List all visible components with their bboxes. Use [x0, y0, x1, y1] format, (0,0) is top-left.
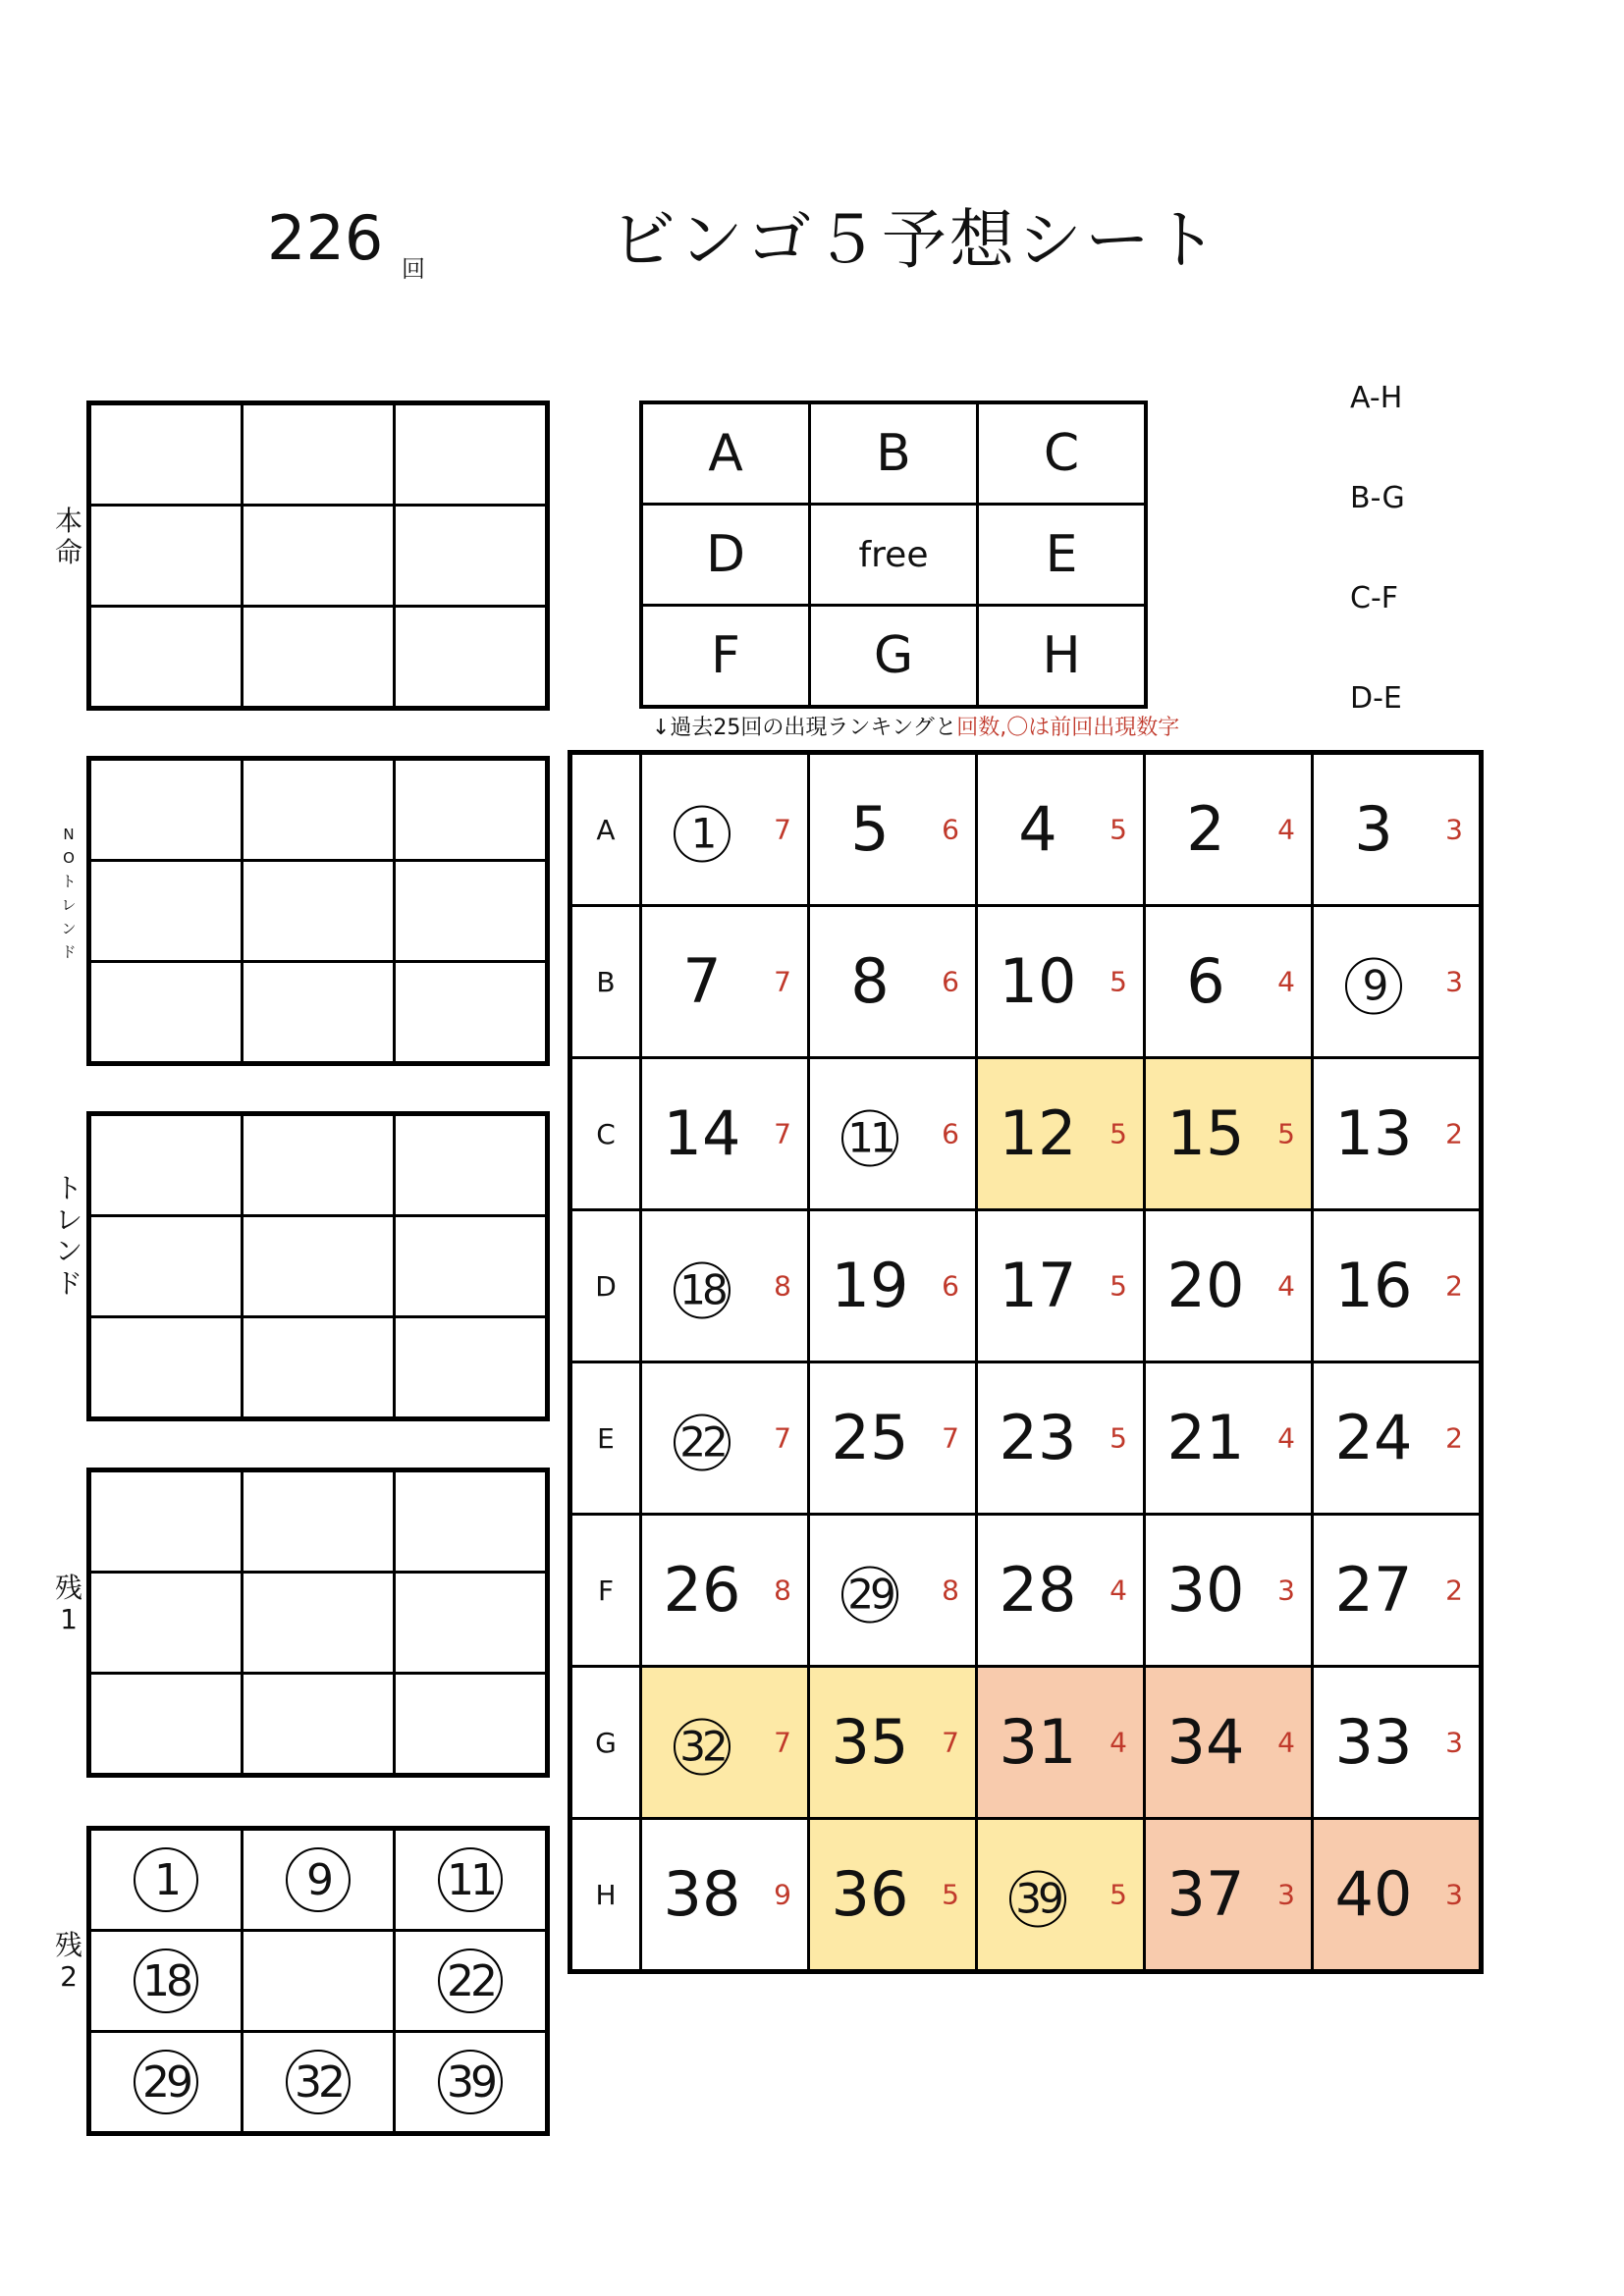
sheet-grid [86, 1468, 550, 1778]
ranking-cell [809, 906, 977, 1058]
ranking-cell [1313, 753, 1482, 906]
sheet-cell[interactable] [395, 1114, 548, 1216]
circled-number: 22 [438, 1949, 503, 2013]
circled-number: 29 [134, 2050, 198, 2114]
row-label: D [570, 1210, 641, 1362]
appearance-count: 8 [942, 1574, 959, 1607]
row-label: C [570, 1058, 641, 1210]
ranking-cell [1145, 1058, 1313, 1210]
sheet-cell[interactable] [395, 861, 548, 962]
sheet-cell[interactable] [395, 607, 548, 709]
ball-number: 24 [1334, 1402, 1413, 1473]
ranking-row [570, 906, 1482, 1058]
appearance-count: 6 [942, 965, 959, 998]
sheet-cell[interactable] [395, 1317, 548, 1419]
ball-number: 23 [999, 1402, 1077, 1473]
free-cell: free [810, 505, 978, 606]
ball-number [642, 1254, 762, 1319]
appearance-count: 4 [1277, 1726, 1295, 1759]
ball-number: 26 [663, 1554, 741, 1626]
sheet-cell[interactable] [243, 2032, 395, 2134]
appearance-count: 2 [1445, 1269, 1463, 1303]
appearance-count: 3 [1277, 1878, 1295, 1911]
ranking-cell [809, 1819, 977, 1972]
pair-label: A-H [1350, 381, 1403, 415]
appearance-count: 7 [774, 965, 791, 998]
appearance-count: 4 [1277, 965, 1295, 998]
appearance-count: 9 [774, 1878, 791, 1911]
previous-draw-circle: 39 [1009, 1871, 1066, 1928]
sheet-cell[interactable] [395, 1674, 548, 1776]
sheet-cell[interactable] [89, 403, 243, 506]
sheet-cell[interactable] [395, 1470, 548, 1573]
previous-draw-circle: 29 [841, 1567, 898, 1624]
sheet-cell[interactable] [243, 861, 395, 962]
sheet-label: ト レ ン ド [54, 1172, 82, 1300]
ball-number: 40 [1334, 1858, 1413, 1930]
ranking-cell [641, 1210, 809, 1362]
sheet-cell[interactable] [89, 962, 243, 1064]
sheet-cell[interactable] [243, 506, 395, 607]
ball-number [642, 1406, 762, 1471]
sheet-label: 残 2 [54, 1929, 82, 1994]
ranking-cell [641, 1819, 809, 1972]
sheet-cell[interactable] [395, 1216, 548, 1317]
pair-label: D-E [1350, 681, 1402, 716]
appearance-count: 6 [942, 813, 959, 846]
round-number: 226 [267, 202, 384, 274]
sheet-label: 本 命 [54, 505, 82, 569]
ranking-cell [809, 1210, 977, 1362]
appearance-count: 6 [942, 1269, 959, 1303]
ranking-cell [809, 1362, 977, 1515]
ranking-cell [641, 1058, 809, 1210]
appearance-count: 7 [774, 1421, 791, 1455]
appearance-count: 8 [774, 1269, 791, 1303]
sheet-cell[interactable] [243, 962, 395, 1064]
ball-number: 33 [1334, 1706, 1413, 1778]
appearance-count: 5 [1110, 1878, 1127, 1911]
ball-number: 27 [1334, 1554, 1413, 1626]
ranking-cell [809, 1058, 977, 1210]
sheet-cell[interactable] [243, 403, 395, 506]
sheet-cell[interactable] [243, 1114, 395, 1216]
ball-number [978, 1862, 1098, 1928]
sheet-cell[interactable] [243, 1317, 395, 1419]
ball-number: 13 [1334, 1097, 1413, 1169]
ranking-table [568, 750, 1484, 1974]
ranking-cell [1145, 753, 1313, 906]
ranking-cell [641, 1362, 809, 1515]
sheet-cell[interactable] [243, 607, 395, 709]
ranking-row [570, 1362, 1482, 1515]
ranking-cell [977, 1210, 1145, 1362]
sheet-cell[interactable] [89, 1470, 243, 1573]
pair-label: C-F [1350, 581, 1399, 615]
ball-number: 2 [1186, 793, 1225, 865]
ball-number: 20 [1166, 1250, 1245, 1321]
previous-draw-circle: 9 [1345, 958, 1402, 1015]
sheet-cell[interactable] [395, 403, 548, 506]
sheet-cell[interactable] [89, 1674, 243, 1776]
ball-number [1314, 949, 1434, 1015]
row-label: E [570, 1362, 641, 1515]
appearance-count: 7 [942, 1726, 959, 1759]
row-label: A [570, 753, 641, 906]
ball-number: 4 [1018, 793, 1057, 865]
ranking-cell [1145, 1515, 1313, 1667]
ball-number: 19 [831, 1250, 909, 1321]
appearance-count: 3 [1277, 1574, 1295, 1607]
ball-number: 8 [850, 945, 890, 1017]
letter-cell: D [641, 505, 810, 606]
ranking-cell [1145, 1667, 1313, 1819]
round-unit: 回 [402, 255, 425, 283]
ranking-cell [977, 1515, 1145, 1667]
appearance-count: 4 [1110, 1726, 1127, 1759]
sheet-cell[interactable] [89, 1829, 243, 1931]
ball-number: 12 [999, 1097, 1077, 1169]
ranking-cell [809, 1515, 977, 1667]
ball-number: 34 [1166, 1706, 1245, 1778]
ball-number: 5 [850, 793, 890, 865]
appearance-count: 6 [942, 1117, 959, 1150]
circled-number: 32 [286, 2050, 351, 2114]
letter-layout-table [639, 400, 1148, 709]
sheet-cell[interactable] [243, 1216, 395, 1317]
previous-draw-circle: 11 [841, 1110, 898, 1167]
appearance-count: 7 [774, 1726, 791, 1759]
ranking-cell [1313, 1210, 1482, 1362]
sheet-cell[interactable] [89, 861, 243, 962]
circled-number: 9 [286, 1847, 351, 1912]
ranking-cell [809, 1667, 977, 1819]
appearance-count: 5 [1110, 1269, 1127, 1303]
appearance-count: 7 [774, 1117, 791, 1150]
sheet-cell[interactable] [243, 1829, 395, 1931]
page-title: ビンゴ５予想シート [611, 202, 1220, 278]
sheet-cell[interactable] [395, 962, 548, 1064]
row-label: B [570, 906, 641, 1058]
appearance-count: 2 [1445, 1421, 1463, 1455]
sheet-cell[interactable] [89, 1216, 243, 1317]
ranking-cell [1145, 1210, 1313, 1362]
ranking-note [652, 711, 1179, 741]
ranking-cell [641, 1515, 809, 1667]
ball-number: 25 [831, 1402, 909, 1473]
ranking-cell [641, 753, 809, 906]
ball-number: 16 [1334, 1250, 1413, 1321]
letter-cell: B [810, 402, 978, 505]
ranking-cell [977, 1362, 1145, 1515]
sheet-label: 残 1 [54, 1572, 82, 1636]
sheet-cell[interactable] [89, 1931, 243, 2032]
ball-number: 31 [999, 1706, 1077, 1778]
ranking-cell [977, 753, 1145, 906]
ranking-cell [1145, 1819, 1313, 1972]
sheet-cell[interactable] [243, 1931, 395, 2032]
sheet-cell[interactable] [89, 1317, 243, 1419]
sheet-cell[interactable] [89, 1573, 243, 1674]
ranking-row [570, 1667, 1482, 1819]
row-label: G [570, 1667, 641, 1819]
circled-number: 39 [438, 2050, 503, 2114]
circled-number: 11 [438, 1847, 503, 1912]
ball-number: 28 [999, 1554, 1077, 1626]
note-red: 回数,〇は前回出現数字 [956, 716, 1180, 740]
ball-number: 17 [999, 1250, 1077, 1321]
note-prefix: ↓過去25回の出現ランキングと [652, 716, 957, 740]
ball-number: 30 [1166, 1554, 1245, 1626]
ball-number: 21 [1166, 1402, 1245, 1473]
appearance-count: 2 [1445, 1117, 1463, 1150]
appearance-count: 3 [1445, 965, 1463, 998]
circled-number: 18 [134, 1949, 198, 2013]
previous-draw-circle: 22 [674, 1415, 731, 1471]
sheet-cell[interactable] [89, 2032, 243, 2134]
ranking-cell [977, 1819, 1145, 1972]
ranking-cell [1313, 1362, 1482, 1515]
sheet-cell[interactable] [395, 759, 548, 861]
sheet-cell[interactable] [395, 506, 548, 607]
appearance-count: 7 [774, 813, 791, 846]
ball-number: 10 [999, 945, 1077, 1017]
letter-cell: E [978, 505, 1147, 606]
letter-cell: H [978, 606, 1147, 708]
ball-number [810, 1101, 930, 1167]
ball-number [642, 797, 762, 863]
ball-number: 37 [1166, 1858, 1245, 1930]
ranking-cell [641, 1667, 809, 1819]
sheet-cell[interactable] [395, 1573, 548, 1674]
sheet-cell[interactable] [395, 2032, 548, 2134]
ball-number: 7 [682, 945, 722, 1017]
sheet-cell[interactable] [395, 1829, 548, 1931]
letter-cell: F [641, 606, 810, 708]
letter-cell: C [978, 402, 1147, 505]
appearance-count: 5 [1110, 965, 1127, 998]
pair-label: B-G [1350, 481, 1405, 515]
letter-cell: A [641, 402, 810, 505]
sheet-grid [86, 756, 550, 1066]
sheet-cell[interactable] [243, 1470, 395, 1573]
letter-cell: G [810, 606, 978, 708]
appearance-count: 3 [1445, 813, 1463, 846]
row-label: F [570, 1515, 641, 1667]
appearance-count: 5 [1110, 1421, 1127, 1455]
sheet-cell[interactable] [395, 1931, 548, 2032]
ranking-cell [1145, 906, 1313, 1058]
ranking-cell [809, 753, 977, 906]
ranking-cell [977, 1667, 1145, 1819]
ranking-cell [977, 906, 1145, 1058]
appearance-count: 5 [1110, 1117, 1127, 1150]
ball-number: 36 [831, 1858, 909, 1930]
appearance-count: 8 [774, 1574, 791, 1607]
ranking-row [570, 1515, 1482, 1667]
appearance-count: 3 [1445, 1878, 1463, 1911]
appearance-count: 7 [942, 1421, 959, 1455]
previous-draw-circle: 32 [674, 1719, 731, 1776]
sheet-cell[interactable] [89, 1114, 243, 1216]
ranking-row [570, 1058, 1482, 1210]
ball-number [810, 1558, 930, 1624]
appearance-count: 4 [1277, 1421, 1295, 1455]
appearance-count: 5 [1110, 813, 1127, 846]
sheet-cell[interactable] [89, 506, 243, 607]
ball-number: 35 [831, 1706, 909, 1778]
ranking-cell [641, 906, 809, 1058]
ball-number: 6 [1186, 945, 1225, 1017]
appearance-count: 4 [1110, 1574, 1127, 1607]
ranking-cell [1313, 1819, 1482, 1972]
ranking-cell [1313, 906, 1482, 1058]
appearance-count: 3 [1445, 1726, 1463, 1759]
row-label: H [570, 1819, 641, 1972]
ranking-cell [1313, 1058, 1482, 1210]
ranking-row [570, 753, 1482, 906]
ranking-row [570, 1819, 1482, 1972]
previous-draw-circle: 18 [674, 1262, 731, 1319]
appearance-count: 2 [1445, 1574, 1463, 1607]
sheet-cell[interactable] [243, 1674, 395, 1776]
ball-number: 14 [663, 1097, 741, 1169]
sheet-cell[interactable] [89, 607, 243, 709]
appearance-count: 4 [1277, 813, 1295, 846]
appearance-count: 4 [1277, 1269, 1295, 1303]
previous-draw-circle: 1 [674, 806, 731, 863]
sheet-label: N O ト レ ン ド [61, 826, 77, 961]
sheet-cell[interactable] [89, 759, 243, 861]
sheet-grid [86, 1111, 550, 1421]
ball-number: 15 [1166, 1097, 1245, 1169]
ranking-cell [1313, 1667, 1482, 1819]
sheet-cell[interactable] [243, 1573, 395, 1674]
circled-number: 1 [134, 1847, 198, 1912]
ranking-cell [1145, 1362, 1313, 1515]
ranking-cell [977, 1058, 1145, 1210]
ball-number: 38 [663, 1858, 741, 1930]
ranking-row [570, 1210, 1482, 1362]
sheet-grid [86, 400, 550, 711]
ball-number: 3 [1354, 793, 1393, 865]
ball-number [642, 1710, 762, 1776]
sheet-grid [86, 1826, 550, 2136]
sheet-cell[interactable] [243, 759, 395, 861]
appearance-count: 5 [1277, 1117, 1295, 1150]
ranking-cell [1313, 1515, 1482, 1667]
appearance-count: 5 [942, 1878, 959, 1911]
